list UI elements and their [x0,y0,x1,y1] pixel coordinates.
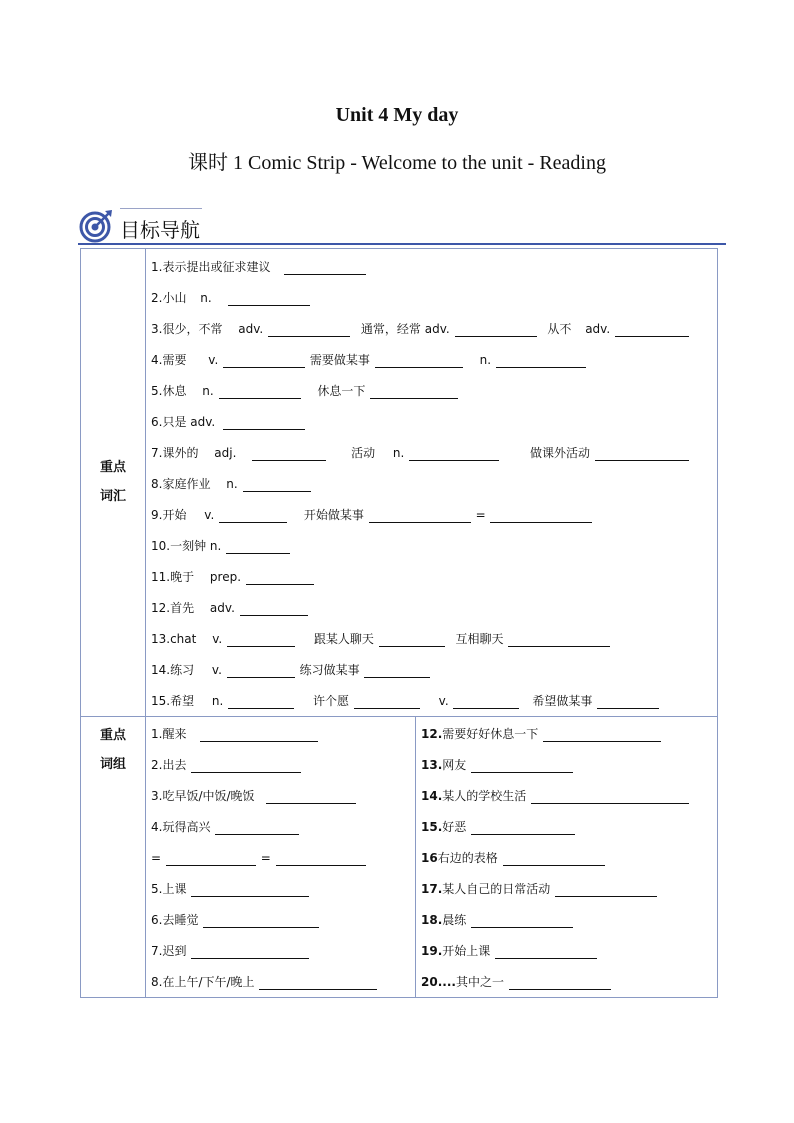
item-text: 7.迟到 [151,944,187,958]
item-text: 5.休息 [151,384,187,398]
target-icon [78,208,114,244]
item-text: n. [226,477,238,491]
category-line: 词汇 [99,489,126,504]
answer-blank[interactable] [455,324,537,337]
item-number: 12. [421,727,443,741]
item-text: v. [204,508,215,522]
item-text: 8.家庭作业 [151,477,211,491]
answer-blank[interactable] [191,760,301,773]
vocab-item [151,476,312,492]
phrase-item [151,912,320,928]
column-divider [415,716,416,997]
answer-blank[interactable] [166,853,256,866]
item-text: 活动 [351,446,376,460]
item-text: 跟某人聊天 [313,632,374,646]
item-text: 许个愿 [313,694,350,708]
item-text: n. [392,446,405,460]
answer-blank[interactable] [531,791,689,804]
item-text: v. [208,353,219,367]
item-text: = [475,508,486,522]
section-heading: 目标导航 [120,218,200,242]
answer-blank[interactable] [471,760,573,773]
answer-blank[interactable] [508,634,610,647]
item-number: 18. [421,913,443,927]
item-number: 13. [421,758,443,772]
answer-blank[interactable] [191,884,309,897]
page-subtitle: 课时 1 Comic Strip - Welcome to the unit - Reading [188,152,606,174]
answer-blank[interactable] [268,324,350,337]
item-text: 11.晚于 [151,570,195,584]
phrase-item [151,757,302,773]
item-text: 休息一下 [317,384,366,398]
answer-blank[interactable] [284,262,366,275]
item-text: 晨练 [442,913,467,927]
item-text: 开始做某事 [303,508,364,522]
answer-blank[interactable] [227,665,295,678]
header-top-line [120,208,202,209]
item-text: = [151,851,162,865]
vocab-category-label [81,453,145,511]
phrase-item [151,943,310,959]
item-text: 2.出去 [151,758,187,772]
answer-blank[interactable] [228,293,310,306]
item-text: 从不 [547,322,572,336]
phrase-item [151,850,367,866]
vocab-item [151,662,431,678]
phrase-item [421,974,612,990]
phrase-item [421,788,690,804]
answer-blank[interactable] [597,696,659,709]
phrase-item [421,912,574,928]
phrase-item [421,819,576,835]
answer-blank[interactable] [252,448,326,461]
item-text: 开始上课 [442,944,491,958]
phrase-item [421,881,658,897]
phrase-item [151,881,310,897]
item-number: 17. [421,882,443,896]
item-text: 1.表示提出或征求建议 [151,260,271,274]
item-text: 需要好好休息一下 [442,727,539,741]
answer-blank[interactable] [219,510,287,523]
vocab-item [151,414,306,430]
item-text: 4.玩得高兴 [151,820,211,834]
category-line: 重点 [99,728,126,743]
item-text: 希望做某事 [532,694,593,708]
phrase-item [151,788,357,804]
item-text: 12.首先 [151,601,195,615]
answer-blank[interactable] [369,510,471,523]
answer-blank[interactable] [453,696,519,709]
answer-blank[interactable] [259,977,377,990]
item-text: adv. [238,322,264,336]
phrase-item [151,974,378,990]
item-text: 9.开始 [151,508,187,522]
answer-blank[interactable] [354,696,420,709]
item-number: 14. [421,789,443,803]
vocab-item [151,383,459,399]
category-divider [145,249,146,997]
item-text: 3.很少，不常 [151,322,223,336]
item-text: 4.需要 [151,353,187,367]
answer-blank[interactable] [503,853,605,866]
item-text: adv. [209,601,235,615]
answer-blank[interactable] [200,729,318,742]
item-text: 互相聊天 [455,632,504,646]
item-text: 其中之一 [455,975,504,989]
answer-blank[interactable] [203,915,319,928]
item-text: 好恶 [442,820,467,834]
phrase-item [151,726,319,742]
item-number: 20.... [421,975,456,989]
answer-blank[interactable] [471,822,575,835]
answer-blank[interactable] [555,884,657,897]
answer-blank[interactable] [276,853,366,866]
item-text: v. [211,663,222,677]
item-text: n. [202,384,214,398]
answer-blank[interactable] [246,572,314,585]
item-text: n. [200,291,212,305]
item-text: 15.希望 [151,694,195,708]
section-header [78,206,726,246]
item-text: 练习做某事 [299,663,360,677]
phrase-item [421,757,574,773]
vocab-item [151,569,315,585]
item-text: 网友 [442,758,467,772]
answer-blank[interactable] [223,355,305,368]
vocab-item [151,507,593,523]
item-text: 2.小山 [151,291,187,305]
answer-blank[interactable] [379,634,445,647]
page-title: Unit 4 My day [335,104,459,126]
answer-blank[interactable] [496,355,586,368]
vocab-item [151,631,611,647]
item-number: 19. [421,944,443,958]
phrase-item [151,819,300,835]
category-line: 重点 [99,460,126,475]
vocab-item [151,538,291,554]
vocab-item [151,600,309,616]
phrases-category-label [81,721,145,779]
item-number: 16 [421,851,438,865]
item-text: adj. [214,446,237,460]
item-text: 6.去睡觉 [151,913,199,927]
answer-blank[interactable] [240,603,308,616]
item-text: 14.练习 [151,663,195,677]
vocab-item [151,352,587,368]
item-text: 某人自己的日常活动 [442,882,551,896]
answer-blank[interactable] [266,791,356,804]
item-text: 做课外活动 [529,446,590,460]
item-text: 6.只是 adv. [151,415,216,429]
vocab-item [151,445,690,461]
item-text: 右边的表格 [437,851,498,865]
vocab-item [151,290,311,306]
item-text: 通常，经常 adv. [360,322,450,336]
answer-blank[interactable] [227,634,295,647]
item-text: 某人的学校生活 [442,789,527,803]
answer-blank[interactable] [409,448,499,461]
answer-blank[interactable] [226,541,290,554]
item-text: 5.上课 [151,882,187,896]
item-text: 需要做某事 [309,353,370,367]
phrase-item [421,943,598,959]
item-text: 3.吃早饭/中饭/晚饭 [151,789,255,803]
section-rule [78,243,726,245]
answer-blank[interactable] [495,946,597,959]
answer-blank[interactable] [490,510,592,523]
answer-blank[interactable] [364,665,430,678]
item-text: n. [211,694,224,708]
vocab-item [151,693,660,709]
item-number: 15. [421,820,443,834]
answer-blank[interactable] [471,915,573,928]
item-text: 10.一刻钟 n. [151,539,222,553]
answer-blank[interactable] [191,946,309,959]
section-divider [81,716,717,717]
item-text: v. [438,694,449,708]
answer-blank[interactable] [595,448,689,461]
answer-blank[interactable] [219,386,301,399]
phrase-item [421,850,606,866]
item-text: 7.课外的 [151,446,199,460]
answer-blank[interactable] [615,324,689,337]
item-text: 8.在上午/下午/晚上 [151,975,255,989]
vocab-item [151,321,690,337]
vocab-table [80,248,718,998]
phrase-item [421,726,662,742]
answer-blank[interactable] [223,417,305,430]
answer-blank[interactable] [243,479,311,492]
answer-blank[interactable] [370,386,458,399]
item-text: 13.chat [151,632,197,646]
answer-blank[interactable] [509,977,611,990]
item-text: = [260,851,271,865]
item-text: v. [212,632,223,646]
answer-blank[interactable] [215,822,299,835]
answer-blank[interactable] [228,696,294,709]
item-text: 1.醒来 [151,727,187,741]
answer-blank[interactable] [375,355,463,368]
vocab-item [151,259,367,275]
category-line: 词组 [99,757,126,772]
item-text: prep. [209,570,242,584]
item-text: adv. [585,322,611,336]
answer-blank[interactable] [543,729,661,742]
item-text: n. [479,353,492,367]
